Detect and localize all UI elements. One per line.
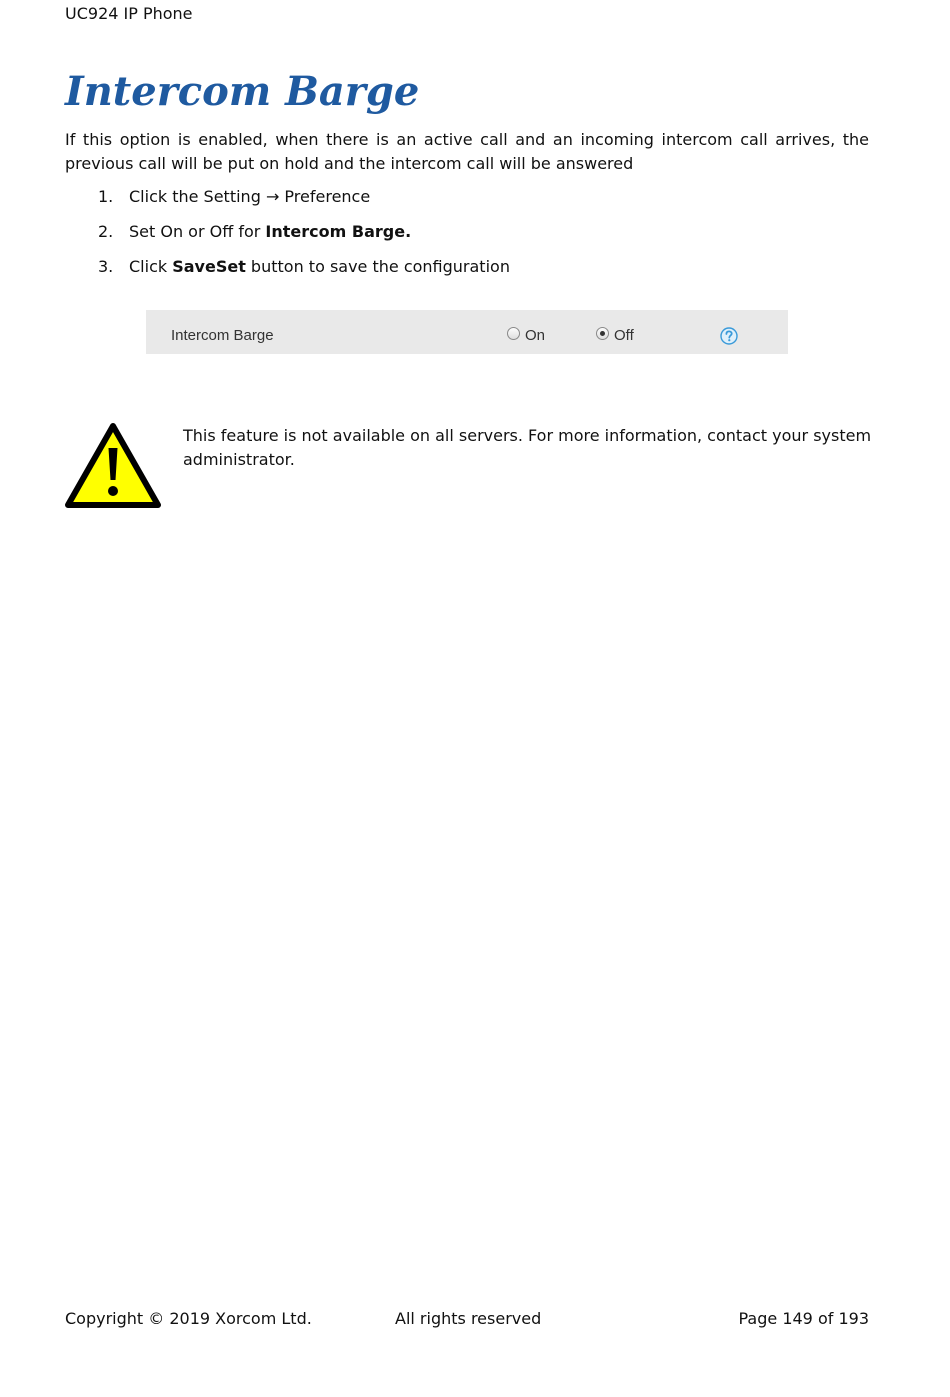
intro-paragraph: If this option is enabled, when there is an active call and an incoming intercom call arrives, the previous call will be put on hold and the intercom call will be answered xyxy=(65,130,869,173)
step-bold-text: Intercom Barge. xyxy=(265,222,412,241)
step-item xyxy=(65,220,869,255)
step-text: Click xyxy=(129,257,173,276)
steps-list xyxy=(65,185,869,290)
radio-on-button[interactable] xyxy=(507,327,520,340)
radio-on-label: On xyxy=(525,326,546,344)
step-item xyxy=(65,255,869,290)
running-header: UC924 IP Phone xyxy=(65,4,193,23)
footer-copyright: Copyright © 2019 Xorcom Ltd. xyxy=(65,1309,312,1328)
radio-off-button[interactable] xyxy=(596,327,609,340)
step-text-after: Preference xyxy=(279,187,371,206)
page-title: Intercom Barge xyxy=(65,68,420,115)
footer-page-number: Page 149 of 193 xyxy=(738,1309,869,1328)
step-bold-text: SaveSet xyxy=(172,257,246,276)
intercom-barge-setting-panel xyxy=(146,310,788,354)
step-item xyxy=(65,185,869,220)
radio-on-option[interactable] xyxy=(507,325,545,345)
question-mark-icon[interactable] xyxy=(720,327,738,345)
step-text: Click the Setting xyxy=(129,187,266,206)
arrow-icon: → xyxy=(265,187,280,206)
radio-off-option[interactable] xyxy=(596,325,634,345)
step-text: Set On or Off for xyxy=(129,222,266,241)
step-text-after: button to save the configuration xyxy=(245,257,510,276)
step-number: 1. xyxy=(98,187,114,206)
step-number: 3. xyxy=(98,257,114,276)
setting-label: Intercom Barge xyxy=(171,327,274,344)
step-number: 2. xyxy=(98,222,114,241)
radio-off-label: Off xyxy=(614,326,634,344)
warning-triangle-icon xyxy=(64,422,162,510)
footer-rights: All rights reserved xyxy=(395,1309,542,1328)
warning-note-text: This feature is not available on all servers. For more information, contact your system administrator. xyxy=(183,426,872,469)
